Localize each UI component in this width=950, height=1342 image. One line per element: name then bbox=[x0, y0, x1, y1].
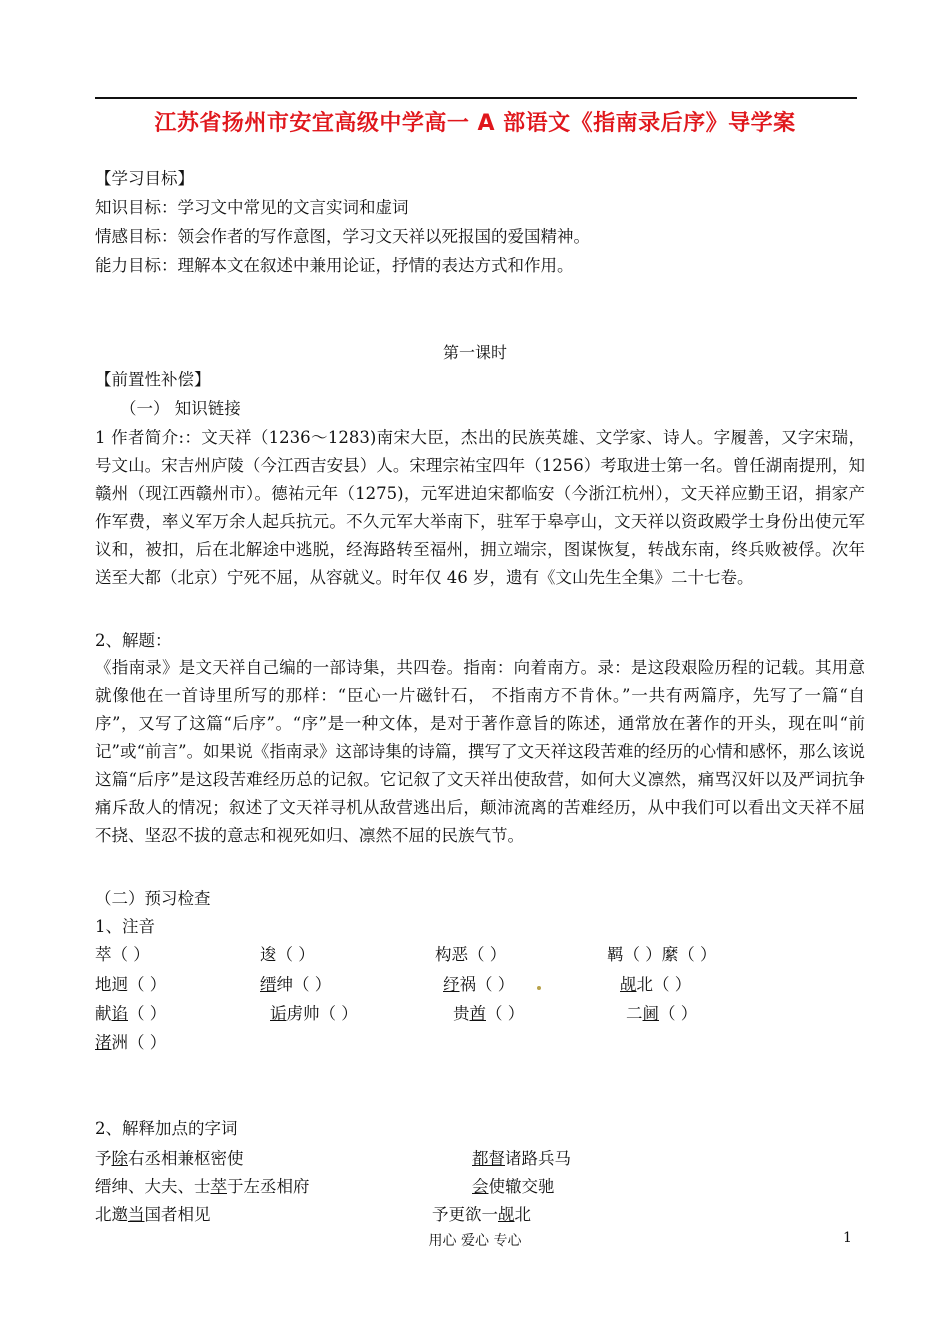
zhuyin-item: 贵酋（ ） bbox=[453, 1004, 525, 1023]
zhuyin-item: 缙绅（ ） bbox=[260, 975, 332, 994]
zhuyin-item: 萃（ ） bbox=[95, 945, 150, 964]
page-number: 1 bbox=[843, 1230, 852, 1246]
page-footer: 用心 爱心 专心 bbox=[428, 1233, 522, 1249]
zhuyin-item: 纾祸（ ） bbox=[443, 975, 515, 994]
knowledge-link-heading: （一） 知识链接 bbox=[120, 399, 241, 418]
ability-objective: 能力目标：理解本文在叙述中兼用论证，抒情的表达方式和作用。 bbox=[95, 256, 574, 275]
knowledge-objective: 知识目标：学习文中常见的文言实词和虚词 bbox=[95, 198, 409, 217]
zhuyin-item: 地迥（ ） bbox=[95, 975, 167, 994]
page-title: 江苏省扬州市安宜高级中学高一 A 部语文《指南录后序》导学案 bbox=[154, 111, 796, 136]
zhuyin-item: 逡（ ） bbox=[260, 945, 315, 964]
emotion-objective: 情感目标：领会作者的写作意图，学习文天祥以死报国的爱国精神。 bbox=[95, 227, 590, 246]
jieti-text: 《指南录》是文天祥自己编的一部诗集，共四卷。指南：向着南方。录：是这段艰险历程的记载。其用意就像他在一首诗里所写的那样：“臣心一片磁针石， 不指南方不肯休。”一共有两篇序，先写了一篇“自序”，又写了这篇“后序”。“序”是一种文体，是对于著作意旨的陈述，通常放在著作的开头，现在叫“前记”或“前言”。如果说《指南录》这部诗集的诗篇，撰写了文天祥这段苦难的经历的心情和感怀，那么该说这篇“后序”是这段苦难经历总的记叙。它记叙了文天祥出使敌营，如何大义凛然，痛骂汉奸以及严词抗争痛斥敌人的情况；叙述了文天祥寻机从敌营逃出后，颠沛流离的苦难经历，从中我们可以看出文天祥不屈不挠、坚忍不拔的意志和视死如归、凛然不屈的民族气节。 bbox=[95, 658, 865, 845]
jieshi-item: 都督诸路兵马 bbox=[472, 1149, 571, 1168]
jieshi-item: 北邀当国者相见 bbox=[95, 1205, 211, 1224]
jieshi-item: 会使辙交驰 bbox=[472, 1177, 555, 1196]
zhuyin-item: 渚洲（ ） bbox=[95, 1033, 167, 1052]
zhuyin-label: 1、注音 bbox=[95, 917, 155, 936]
jieshi-item: 予更欲一觇北 bbox=[432, 1205, 531, 1224]
zhuyin-item: 二阃（ ） bbox=[626, 1004, 698, 1023]
objectives-heading: 【学习目标】 bbox=[95, 169, 194, 188]
jieshi-item: 缙绅、大夫、士萃于左丞相府 bbox=[95, 1177, 310, 1196]
lesson-label: 第一课时 bbox=[442, 343, 507, 362]
jieti-label: 2、解题： bbox=[95, 631, 172, 650]
prereq-heading: 【前置性补偿】 bbox=[95, 370, 211, 389]
zhuyin-item: 觇北（ ） bbox=[620, 975, 692, 994]
preview-check-heading: （二）预习检查 bbox=[95, 889, 211, 908]
author-intro: 1 作者简介:：文天祥（1236～1283)南宋大臣，杰出的民族英雄、文学家、诗人。字履善，又字宋瑞，号文山。宋吉州庐陵（今江西吉安县）人。宋理宗祐宝四年（1256）考取进士第一名。曾任湖南提刑，知赣州（现江西赣州市）。德祐元年（1275)，元军进迫宋都临安（今浙江杭州），文天祥应勤王诏，捐家产作军费，率义军万余人起兵抗元。不久元军大举南下，驻军于皋亭山，文天祥以资政殿学士身份出使元军议和，被扣，后在北解途中逃脱，经海路转至福州，拥立端宗，图谋恢复，转战东南，终兵败被俘。次年送至大都（北京）宁死不屈，从容就义。时年仅 46 岁，遗有《文山先生全集》二十七卷。 bbox=[95, 428, 865, 587]
header-rule bbox=[95, 97, 857, 99]
jieshi-label: 2、解释加点的字词 bbox=[95, 1119, 238, 1138]
zhuyin-item: 构恶（ ） bbox=[435, 945, 507, 964]
zhuyin-item: 羁（ ）縻（ ） bbox=[607, 945, 717, 964]
jieshi-item: 予除右丞相兼枢密使 bbox=[95, 1149, 244, 1168]
zhuyin-item: 献谄（ ） bbox=[95, 1004, 167, 1023]
stray-dot bbox=[537, 986, 541, 990]
zhuyin-item: 诟虏帅（ ） bbox=[270, 1004, 358, 1023]
